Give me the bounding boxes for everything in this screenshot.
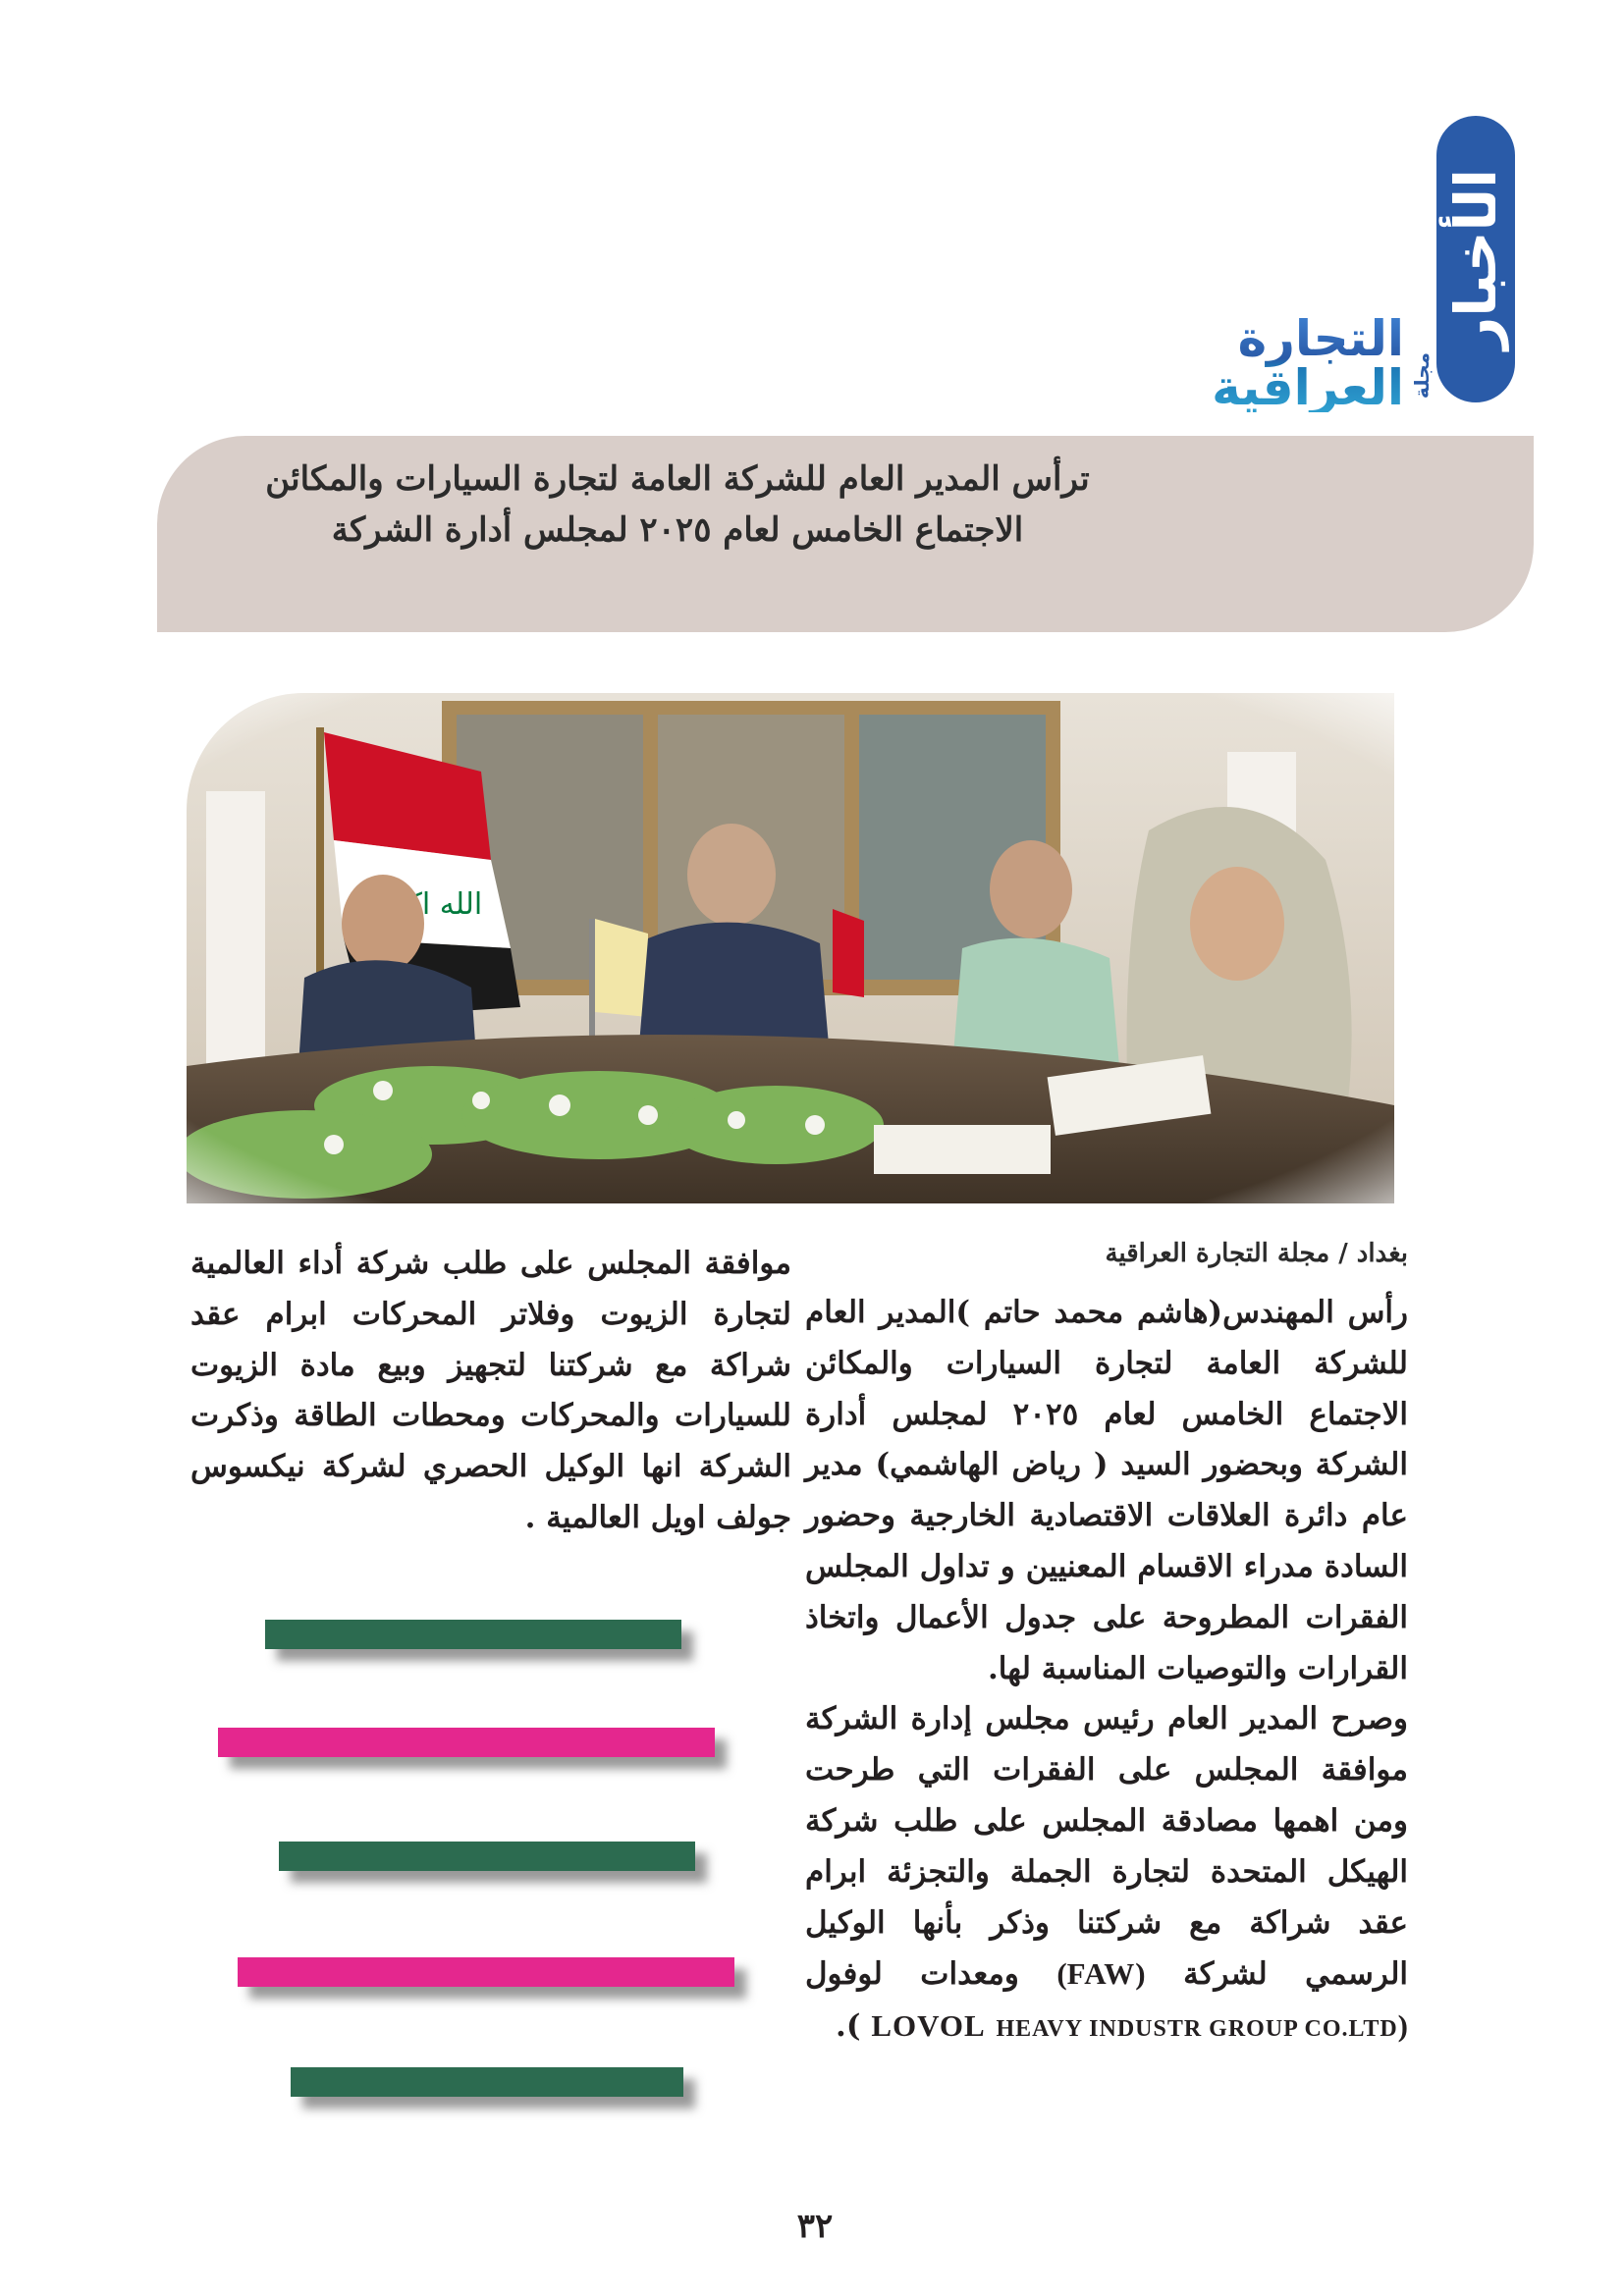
magazine-logo bbox=[1110, 310, 1434, 416]
headline-line-2: الاجتماع الخامس لعام ٢٠٢٥ لمجلس أدارة الشركة bbox=[331, 510, 1024, 550]
faw-text: (FAW) bbox=[1056, 1956, 1146, 1992]
article-headline bbox=[157, 454, 1198, 556]
lovol-text: (LOVOL bbox=[871, 2008, 1408, 2044]
paragraph-2-text: وصرح المدير العام رئيس مجلس إدارة الشركة موافقة المجلس على الفقرات التي طرحت ومن اهمها مصادقة المجلس على طلب شركة الهيكل المتحدة لتجارة الجملة والتجزئة ابرام عقد شراكة مع شركتنا وذكر بأنها الوكيل الرسمي لشركة bbox=[805, 1701, 1408, 1993]
meeting-photo bbox=[187, 693, 1394, 1203]
article-body-left bbox=[190, 1239, 791, 1544]
decorative-bar-3 bbox=[279, 1842, 695, 1871]
decorative-bar-1 bbox=[265, 1620, 681, 1649]
section-tab-label: الأخبار bbox=[1442, 168, 1509, 350]
article-body-right bbox=[805, 1288, 1408, 2056]
paragraph-3: موافقة المجلس على طلب شركة أداء العالمية لتجارة الزيوت وفلاتر المحركات ابرام عقد شراكة مع شركتنا لتجهيز وبيع مادة الزيوت للسيارات والمحركات ومحطات الطاقة وذكرت الشركة انها الوكيل الحصري لشركة نيكسوس جولف اويل العالمية . bbox=[190, 1246, 791, 1535]
logo-small-text: مجلة bbox=[1410, 351, 1434, 399]
paragraph-1: رأس المهندس(هاشم محمد حاتم )المدير العام للشركة العامة لتجارة السيارات والمكائن الاجتماع الخامس لعام ٢٠٢٥ لمجلس أدارة الشركة وبحضور السيد ( رياض الهاشمي) مدير عام دائرة العلاقات الاقتصادية الخارجية وحضور السادة مدراء الاقسام المعنيين و تداول المجلس الفقرات المطروحة على جدول الأعمال واتخاذ القرارات والتوصيات المناسبة لها. bbox=[805, 1295, 1408, 1686]
dateline: بغداد / مجلة التجارة العراقية bbox=[1105, 1239, 1408, 1268]
logo-main-text: التجارة العراقية bbox=[1110, 314, 1404, 412]
decorative-bar-2 bbox=[218, 1728, 715, 1757]
page-number: ٣٢ bbox=[796, 2207, 834, 2246]
paragraph-2 bbox=[805, 1694, 1408, 2056]
heavy-industry-text: HEAVY INDUSTR GROUP CO.LTD bbox=[996, 2016, 1398, 2043]
paragraph-2-end: ). bbox=[836, 2008, 861, 2045]
paragraph-2-mid: ومعدات لوفول bbox=[805, 1956, 1019, 1993]
section-tab bbox=[1436, 116, 1515, 402]
headline-line-1: ترأس المدير العام للشركة العامة لتجارة السيارات والمكائن bbox=[265, 459, 1090, 499]
decorative-bar-5 bbox=[291, 2067, 683, 2097]
decorative-bar-4 bbox=[238, 1957, 734, 1987]
